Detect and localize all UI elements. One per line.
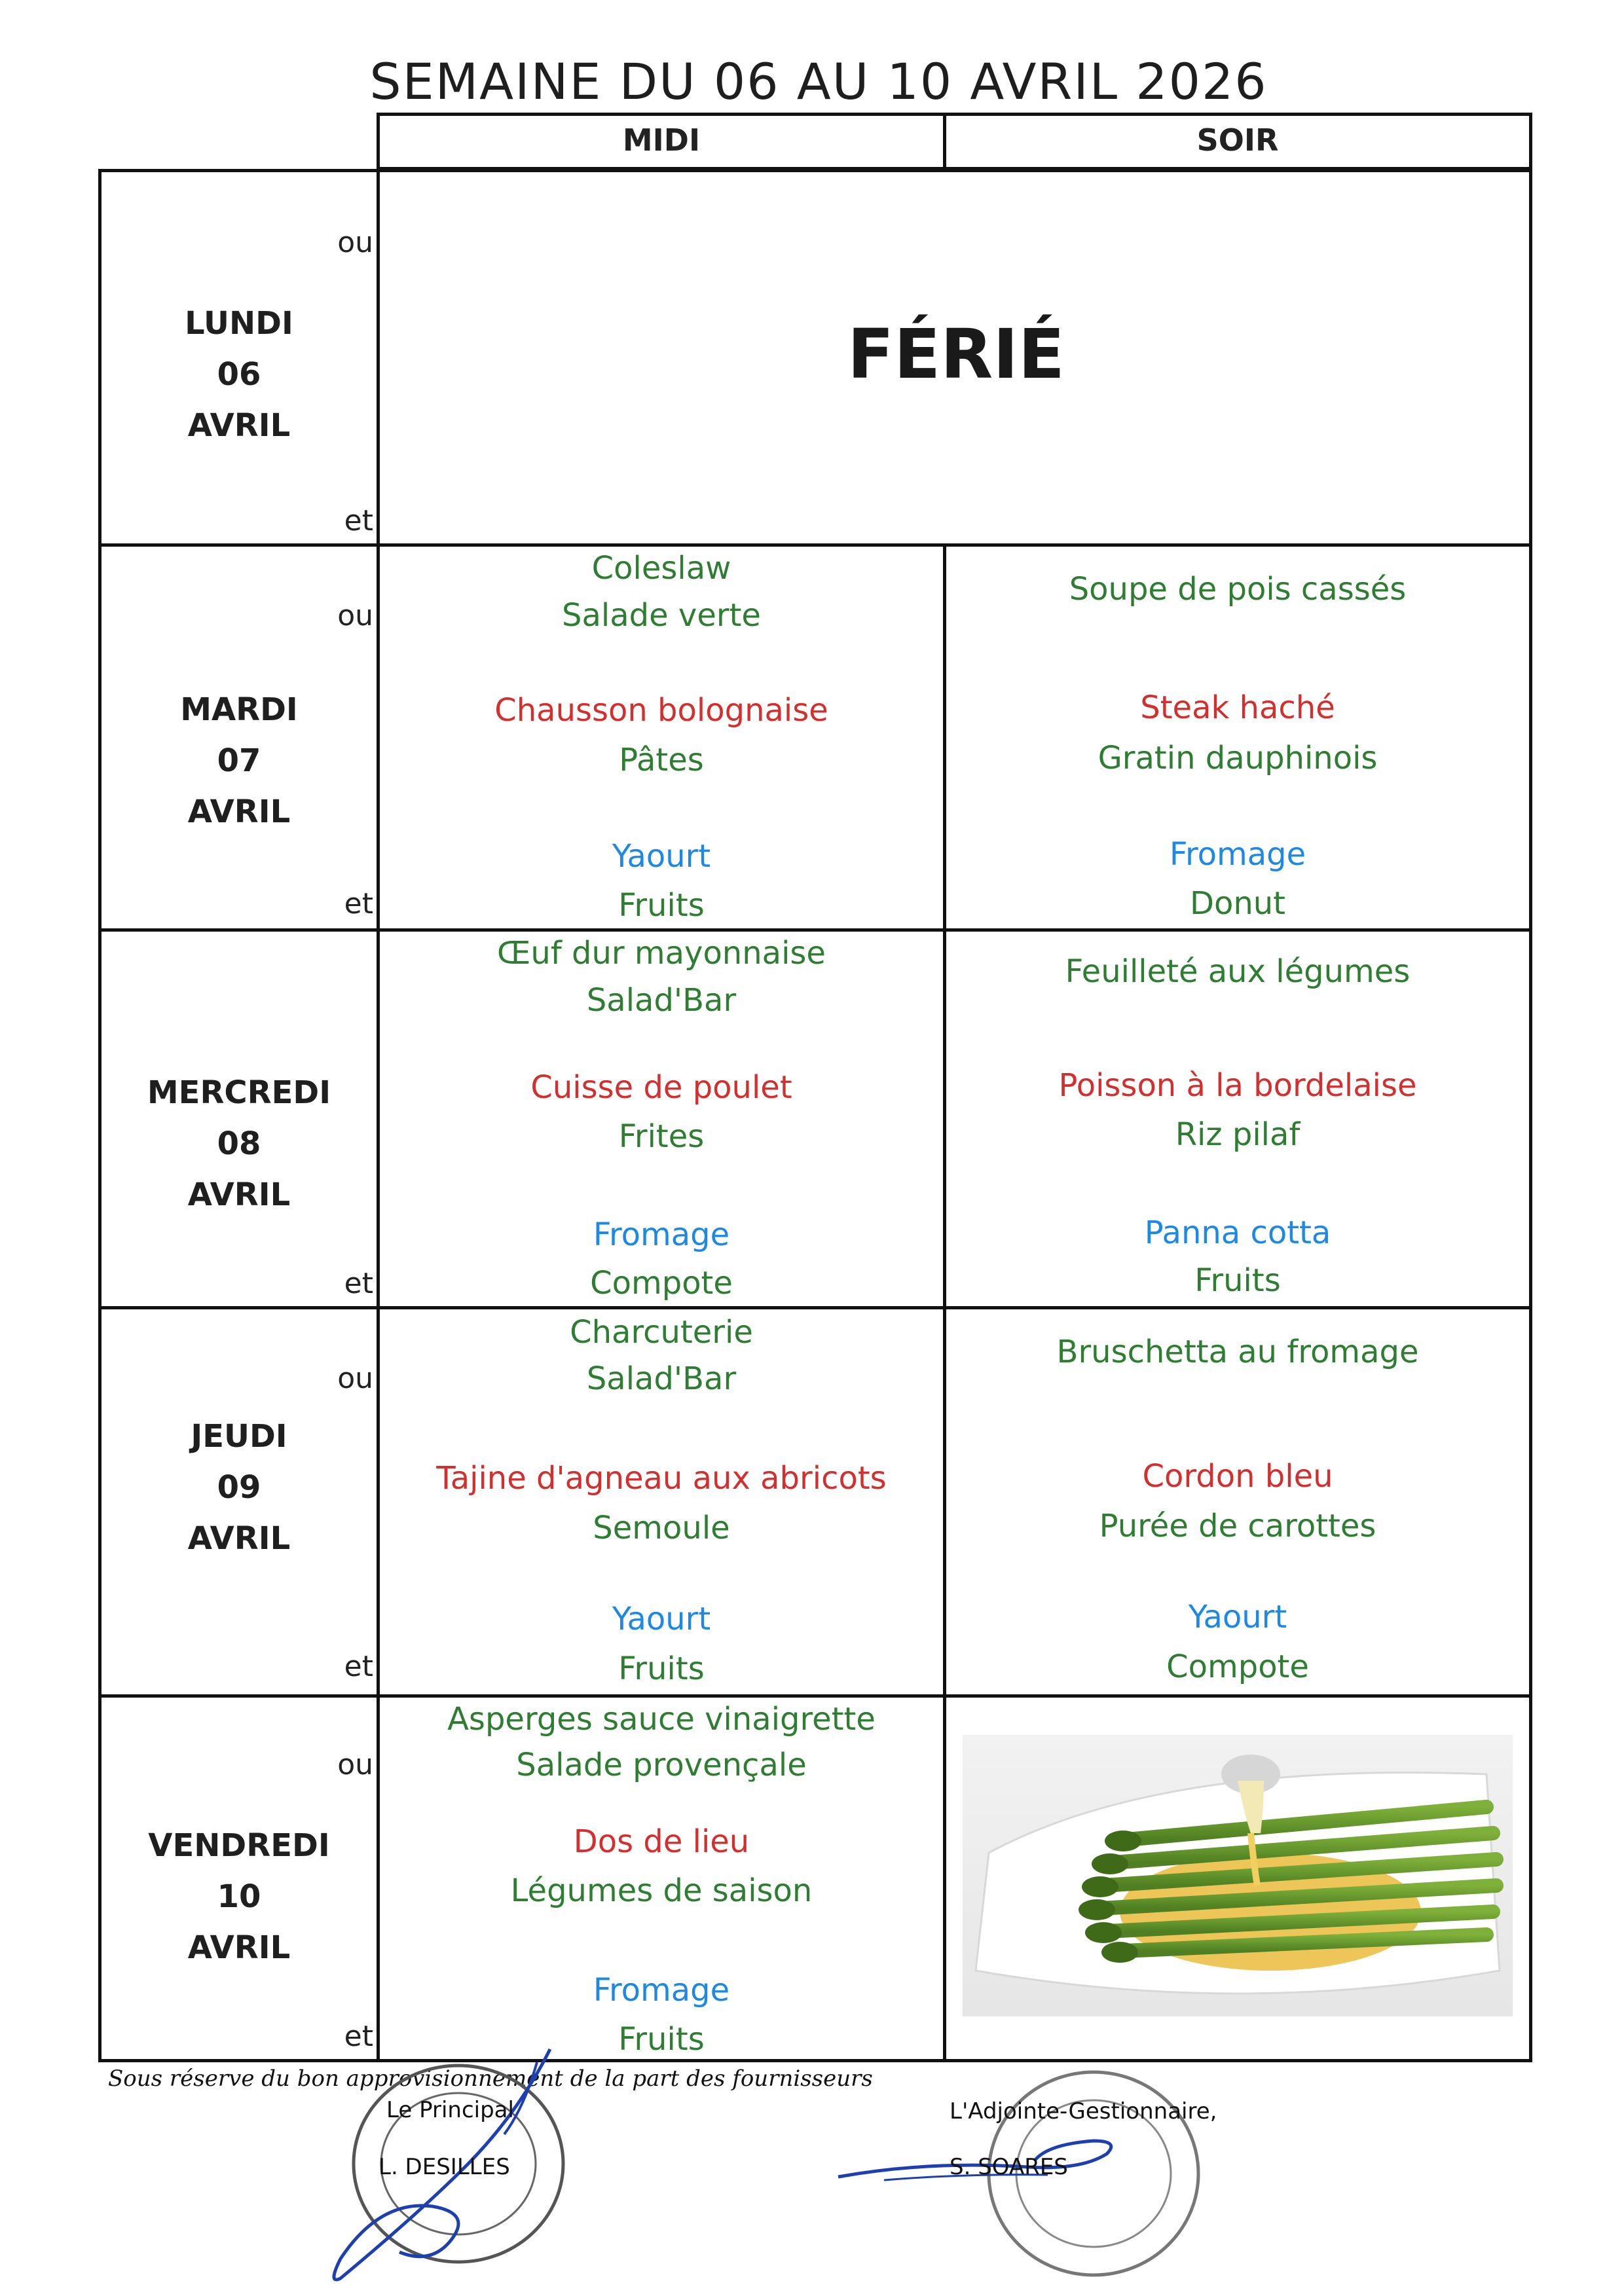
menu-item: Fruits	[618, 1650, 705, 1687]
day-number: 10	[217, 1878, 261, 1915]
gestionnaire-name: S. SOARES	[950, 2154, 1068, 2180]
menu-item: Steak haché	[1140, 689, 1335, 726]
menu-item: Fromage	[593, 1972, 730, 2009]
ou-label: ou	[337, 599, 373, 632]
day-label	[98, 684, 380, 837]
menu-item: Purée de carottes	[1099, 1508, 1376, 1544]
menu-item: Riz pilaf	[1175, 1116, 1301, 1153]
menu-item: Yaourt	[612, 1601, 711, 1637]
day-label	[98, 1067, 380, 1220]
day-name: MARDI	[180, 691, 298, 728]
ou-label: ou	[337, 1362, 373, 1395]
menu-item: Fruits	[618, 2021, 705, 2058]
menu-item: Semoule	[593, 1510, 730, 1546]
day-name: MERCREDI	[147, 1074, 331, 1111]
menu-item: Fromage	[593, 1216, 730, 1253]
menu-item: Salad'Bar	[586, 1360, 737, 1397]
day-month: AVRIL	[187, 1176, 291, 1213]
grid-line	[98, 1306, 1532, 1309]
menu-item: Donut	[1190, 885, 1285, 922]
day-month: AVRIL	[187, 793, 291, 830]
menu-item: Compote	[1166, 1649, 1309, 1685]
menu-item: Frites	[618, 1118, 705, 1155]
menu-item: Œuf dur mayonnaise	[497, 935, 826, 972]
asparagus-photo	[963, 1735, 1513, 2016]
day-label	[98, 1820, 380, 1973]
menu-item: Feuilleté aux légumes	[1065, 953, 1411, 990]
day-label	[98, 298, 380, 451]
menu-item: Gratin dauphinois	[1098, 740, 1378, 776]
ou-label: ou	[337, 1748, 373, 1781]
menu-item: Charcuterie	[570, 1314, 753, 1351]
menu-item: Bruschetta au fromage	[1056, 1334, 1419, 1370]
menu-item: Cordon bleu	[1142, 1458, 1333, 1495]
menu-item: Poisson à la bordelaise	[1058, 1067, 1417, 1104]
day-name: JEUDI	[191, 1418, 287, 1455]
grid-line	[1529, 113, 1532, 2062]
menu-item: Salad'Bar	[586, 982, 737, 1019]
menu-item: Chausson bolognaise	[494, 692, 828, 729]
day-number: 07	[217, 742, 261, 779]
menu-item: Compote	[590, 1265, 733, 1302]
menu-item: Yaourt	[1188, 1599, 1287, 1635]
menu-item: Asperges sauce vinaigrette	[447, 1701, 876, 1738]
et-label: et	[344, 504, 373, 538]
gestionnaire-title: L'Adjointe-Gestionnaire,	[950, 2098, 1217, 2124]
day-month: AVRIL	[187, 1929, 291, 1966]
et-label: et	[344, 1650, 373, 1683]
menu-item: Yaourt	[612, 838, 711, 875]
et-label: et	[344, 2020, 373, 2053]
day-number: 08	[217, 1125, 261, 1162]
grid-line	[98, 543, 1532, 547]
menu-item: Fromage	[1169, 836, 1306, 873]
ou-label: ou	[337, 226, 373, 259]
menu-item: Panna cotta	[1144, 1214, 1331, 1251]
et-label: et	[344, 1267, 373, 1300]
menu-item: Dos de lieu	[573, 1823, 750, 1860]
menu-item: Fruits	[618, 887, 705, 924]
header-soir-label: SOIR	[1196, 122, 1279, 158]
et-label: et	[344, 887, 373, 920]
principal-name: L. DESILLES	[378, 2154, 510, 2180]
menu-item: Soupe de pois cassés	[1069, 571, 1407, 608]
menu-item: Cuisse de poulet	[530, 1069, 792, 1106]
day-number: 06	[217, 356, 261, 393]
day-name: VENDREDI	[148, 1827, 330, 1864]
menu-item: Fruits	[1194, 1262, 1281, 1299]
ferie-label: FÉRIÉ	[847, 314, 1065, 394]
header-midi	[377, 113, 946, 170]
menu-item: Salade provençale	[516, 1747, 807, 1783]
menu-item: Tajine d'agneau aux abricots	[436, 1460, 887, 1497]
grid-line	[98, 928, 1532, 932]
menu-item: Salade verte	[562, 597, 761, 634]
menu-item: Coleslaw	[591, 550, 731, 587]
day-label	[98, 1411, 380, 1564]
header-soir	[943, 113, 1532, 170]
page-title: SEMAINE DU 06 AU 10 AVRIL 2026	[369, 52, 1268, 111]
day-month: AVRIL	[187, 1520, 291, 1557]
grid-line	[98, 1694, 1532, 1698]
header-midi-label: MIDI	[622, 122, 701, 158]
grid-line	[98, 169, 1532, 172]
menu-item: Pâtes	[619, 742, 704, 778]
day-name: LUNDI	[185, 305, 293, 342]
day-number: 09	[217, 1469, 261, 1506]
supply-note: Sous réserve du bon approvisionnement de la part des fournisseurs	[108, 2066, 873, 2092]
day-month: AVRIL	[187, 407, 291, 444]
principal-title: Le Principal	[386, 2097, 514, 2123]
menu-item: Légumes de saison	[510, 1872, 813, 1909]
